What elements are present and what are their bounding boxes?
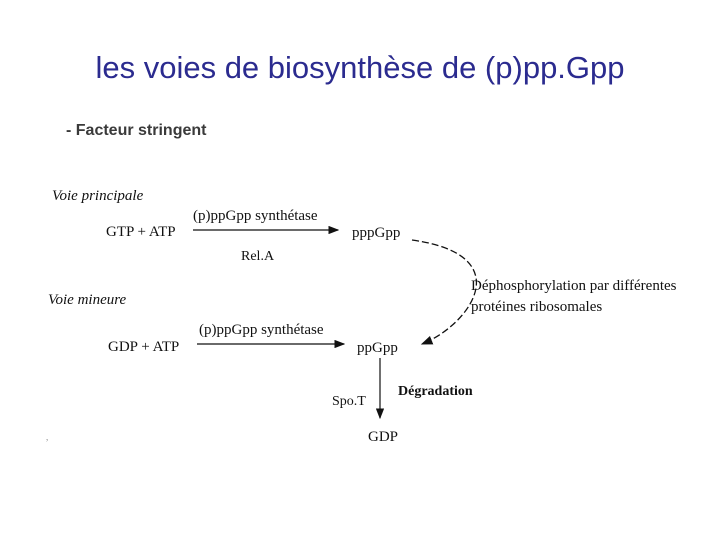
slide-title: les voies de biosynthèse de (p)pp.Gpp [95, 50, 625, 85]
footnote-mark: , [46, 432, 49, 442]
product-pppgpp: pppGpp [352, 225, 401, 241]
subtitle: - Facteur stringent [66, 122, 207, 139]
gene-rela: Rel.A [241, 249, 275, 264]
substrate-gtp-atp: GTP + ATP [106, 224, 176, 240]
voie-principale-label: Voie principale [52, 188, 144, 204]
degradation-label: Dégradation [398, 384, 473, 399]
enzyme-spot: Spo.T [332, 394, 366, 409]
dephosphorylation-line1: Déphosphorylation par différentes [471, 278, 677, 294]
enzyme-synthetase-mineure: (p)ppGpp synthétase [199, 322, 324, 338]
substrate-gdp-atp: GDP + ATP [108, 339, 180, 355]
dephosphorylation-line2: protéines ribosomales [471, 299, 603, 315]
enzyme-synthetase-principale: (p)ppGpp synthétase [193, 208, 318, 224]
product-ppgpp: ppGpp [357, 340, 398, 356]
product-gdp: GDP [368, 429, 399, 445]
arrow-dephosphorylation [412, 240, 476, 344]
voie-mineure-label: Voie mineure [48, 292, 127, 308]
